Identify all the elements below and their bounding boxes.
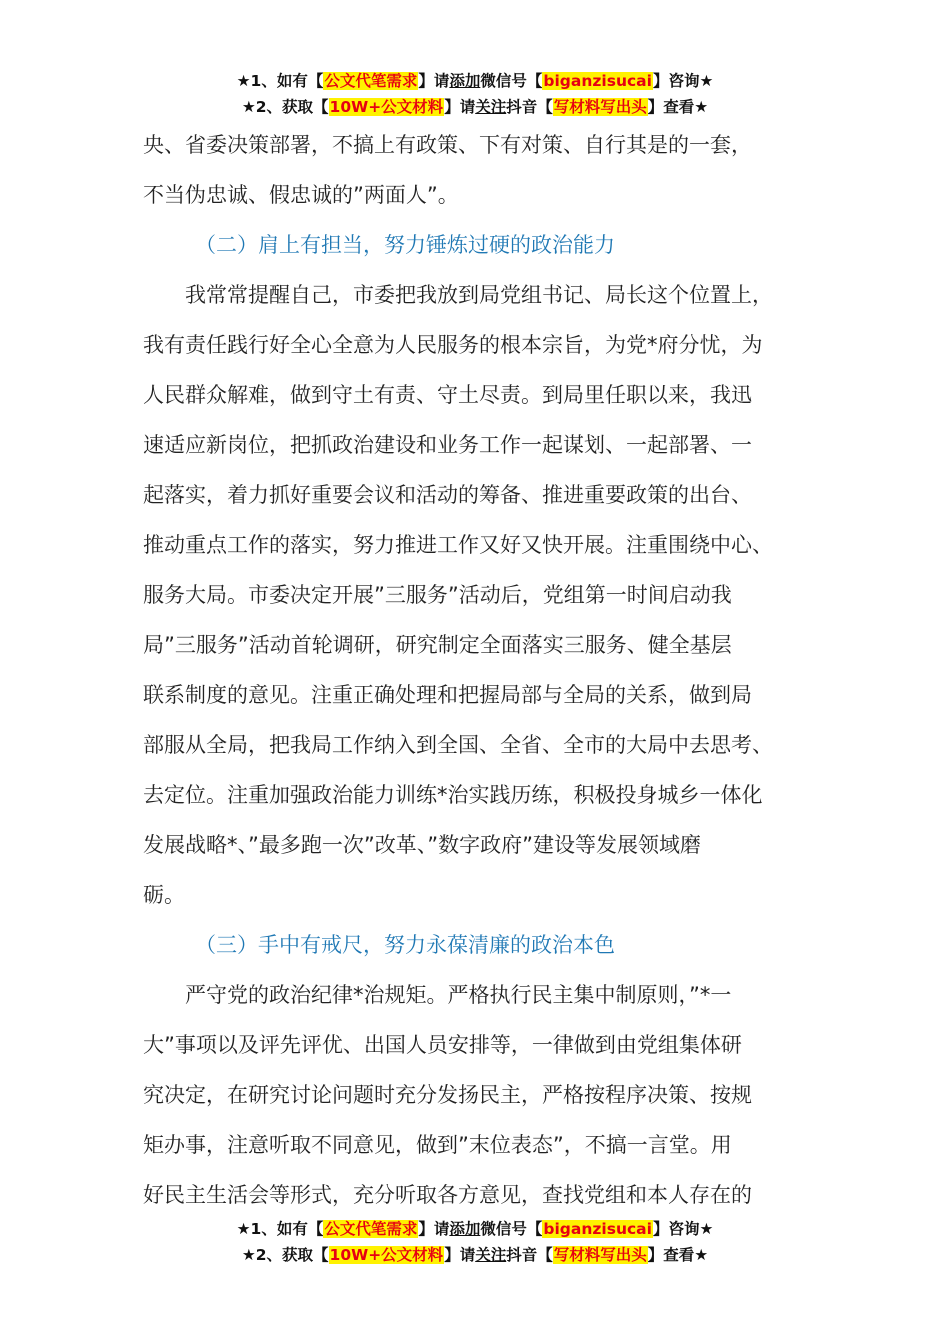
promo-line-1 [0, 68, 950, 94]
promo-text: 微信号【 [480, 72, 543, 90]
douyin-id-highlight: 写材料写出头 [553, 98, 647, 116]
body-line: 推动重点工作的落实，努力推进工作又好又快开展。注重围绕中心、 [143, 533, 773, 557]
promo-text: ★2、获取【 [241, 1246, 329, 1264]
promo-text: 】咨询★ [652, 1220, 714, 1238]
promo-underline: 添加 [449, 72, 481, 90]
body-line: 我有责任践行好全心全意为人民服务的根本宗旨，为党*府分忧，为 [143, 333, 763, 357]
promo-underline: 关注 [475, 1246, 507, 1264]
promo-text: ★1、如有【 [236, 1220, 324, 1238]
promo-line-1 [0, 1216, 950, 1242]
promo-text: 】查看★ [647, 98, 709, 116]
promo-text: 抖音【 [506, 98, 553, 116]
section-heading-3: （三）手中有戒尺，努力永葆清廉的政治本色 [195, 933, 615, 957]
body-line: 联系制度的意见。注重正确处理和把握局部与全局的关系，做到局 [143, 683, 752, 707]
body-line: 究决定，在研究讨论问题时充分发扬民主，严格按程序决策、按规 [143, 1083, 752, 1107]
promo-highlight: 公文代笔需求 [324, 1220, 418, 1238]
body-line: 砺。 [143, 883, 185, 907]
top-promo-banner [0, 68, 950, 120]
body-line: 发展战略*、”最多跑一次”改革、”数字政府”建设等发展领域磨 [143, 833, 702, 857]
body-line: 不当伪忠诚、假忠诚的”两面人”。 [143, 183, 459, 207]
promo-text: 】咨询★ [652, 72, 714, 90]
promo-text: 】请 [418, 72, 450, 90]
promo-highlight: 10W+公文材料 [329, 98, 444, 116]
body-line: 局”三服务”活动首轮调研，研究制定全面落实三服务、健全基层 [143, 633, 732, 657]
body-line: 速适应新岗位，把抓政治建设和业务工作一起谋划、一起部署、一 [143, 433, 752, 457]
promo-line-2 [0, 1242, 950, 1268]
body-line: 起落实，着力抓好重要会议和活动的筹备、推进重要政策的出台、 [143, 483, 752, 507]
body-line: 大”事项以及评先评优、出国人员安排等，一律做到由党组集体研 [143, 1033, 742, 1057]
bottom-promo-banner [0, 1216, 950, 1268]
body-line: 严守党的政治纪律*治规矩。严格执行民主集中制原则，”*一 [143, 983, 732, 1007]
body-line: 人民群众解难，做到守土有责、守土尽责。到局里任职以来，我迅 [143, 383, 752, 407]
promo-underline: 关注 [475, 98, 507, 116]
body-line: 央、省委决策部署，不搞上有政策、下有对策、自行其是的一套， [143, 133, 752, 157]
promo-text: ★1、如有【 [236, 72, 324, 90]
promo-highlight: 10W+公文材料 [329, 1246, 444, 1264]
promo-text: 抖音【 [506, 1246, 553, 1264]
wechat-id-highlight: biganzisucai [543, 1220, 652, 1238]
promo-text: 微信号【 [480, 1220, 543, 1238]
promo-underline: 添加 [449, 1220, 481, 1238]
body-line: 去定位。注重加强政治能力训练*治实践历练，积极投身城乡一体化 [143, 783, 763, 807]
body-line: 部服从全局，把我局工作纳入到全国、全省、全市的大局中去思考、 [143, 733, 773, 757]
body-line: 矩办事，注意听取不同意见，做到”末位表态”，不搞一言堂。用 [143, 1133, 732, 1157]
promo-text: ★2、获取【 [241, 98, 329, 116]
body-line: 我常常提醒自己，市委把我放到局党组书记、局长这个位置上， [143, 283, 773, 307]
promo-line-2 [0, 94, 950, 120]
wechat-id-highlight: biganzisucai [543, 72, 652, 90]
promo-text: 】请 [444, 1246, 476, 1264]
body-line: 好民主生活会等形式，充分听取各方意见，查找党组和本人存在的 [143, 1183, 752, 1207]
section-heading-2: （二）肩上有担当，努力锤炼过硬的政治能力 [195, 233, 615, 257]
promo-text: 】请 [418, 1220, 450, 1238]
promo-text: 】请 [444, 98, 476, 116]
body-line: 服务大局。市委决定开展”三服务”活动后，党组第一时间启动我 [143, 583, 732, 607]
document-body [143, 120, 808, 1220]
douyin-id-highlight: 写材料写出头 [553, 1246, 647, 1264]
promo-highlight: 公文代笔需求 [324, 72, 418, 90]
promo-text: 】查看★ [647, 1246, 709, 1264]
